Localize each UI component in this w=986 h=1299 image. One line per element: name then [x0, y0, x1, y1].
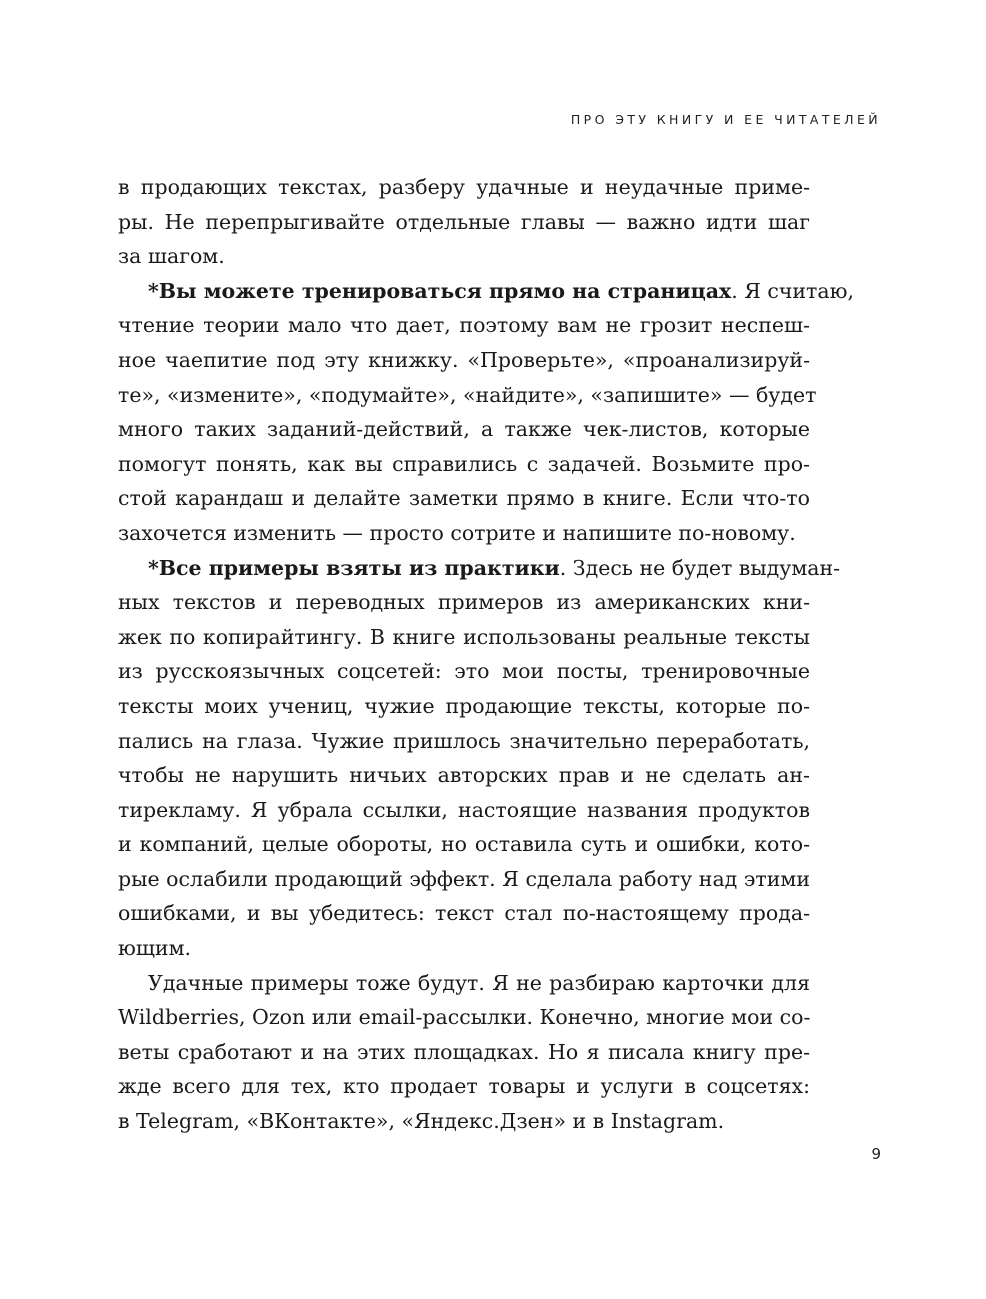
- paragraph-1: [118, 170, 810, 274]
- text-line: чтение теории мало что дает, поэтому вам не грозит неспеш-: [118, 313, 810, 338]
- text-line: ющим.: [118, 936, 192, 961]
- text-line: те», «измените», «подумайте», «найдите», «запишите» — будет: [118, 382, 817, 407]
- text-line: в продающих текстах, разберу удачные и неудачные приме-: [118, 175, 810, 199]
- text-line: чтобы не нарушить ничьих авторских прав и не сделать ан-: [118, 763, 810, 788]
- text-line: ры. Не перепрыгивайте отдельные главы — важно идти шаг: [118, 209, 810, 234]
- text-line: веты сработают и на этих площадках. Но я писала книгу пре-: [118, 1039, 810, 1064]
- paragraph-4: [118, 966, 810, 1139]
- text-line: тирекламу. Я убрала ссылки, настоящие названия продуктов: [118, 797, 810, 822]
- text-line: много таких заданий-действий, а также чек-листов, которые: [118, 417, 810, 442]
- text-line: [118, 274, 854, 309]
- text-line: помогут понять, как вы справились с задачей. Возьмите про-: [118, 451, 810, 476]
- paragraph-3: [118, 551, 841, 966]
- text-line: рые ослабили продающий эффект. Я сделала работу над этими: [118, 866, 810, 891]
- text-fragment: . Я считаю,: [731, 278, 854, 303]
- text-line: и компаний, целые обороты, но оставила суть и ошибки, кото-: [118, 832, 810, 857]
- text-line: [118, 551, 841, 586]
- bold-lead-in: *Вы можете тренироваться прямо на страницах: [148, 278, 732, 303]
- text-line: за шагом.: [118, 244, 225, 269]
- text-line: пались на глаза. Чужие пришлось значительно переработать,: [118, 728, 810, 753]
- text-line: ошибками, и вы убедитесь: текст стал по-настоящему прода-: [118, 901, 810, 926]
- text-line: жек по копирайтингу. В книге использованы реальные тексты: [118, 624, 810, 649]
- text-line: Удачные примеры тоже будут. Я не разбираю карточки для: [148, 970, 810, 995]
- body-text: [118, 170, 854, 1139]
- text-line: ных текстов и переводных примеров из американских кни-: [118, 590, 810, 615]
- text-line: стой карандаш и делайте заметки прямо в книге. Если что-то: [118, 486, 810, 511]
- text-line: захочется изменить — просто сотрите и напишите по-новому.: [118, 520, 796, 545]
- text-line: в Telegram, «ВКонтакте», «Яндекс.Дзен» и в Instagram.: [118, 1109, 725, 1134]
- text-line: жде всего для тех, кто продает товары и услуги в соцсетях:: [118, 1074, 810, 1099]
- bold-lead-in: *Все примеры взяты из практики: [148, 555, 560, 580]
- paragraph-2: [118, 274, 854, 551]
- text-line: Wildberries, Ozon или email-рассылки. Конечно, многие мои со-: [118, 1005, 811, 1030]
- text-line: тексты моих учениц, чужие продающие тексты, которые по-: [118, 693, 810, 718]
- text-line: из русскоязычных соцсетей: это мои посты, тренировочные: [118, 659, 810, 684]
- text-line: ное чаепитие под эту книжку. «Проверьте», «проанализируй-: [118, 347, 810, 372]
- running-header: ПРО ЭТУ КНИГУ И ЕЕ ЧИТАТЕЛЕЙ: [570, 112, 881, 127]
- page-number: 9: [871, 1145, 881, 1163]
- text-fragment: . Здесь не будет выдуман-: [559, 555, 841, 580]
